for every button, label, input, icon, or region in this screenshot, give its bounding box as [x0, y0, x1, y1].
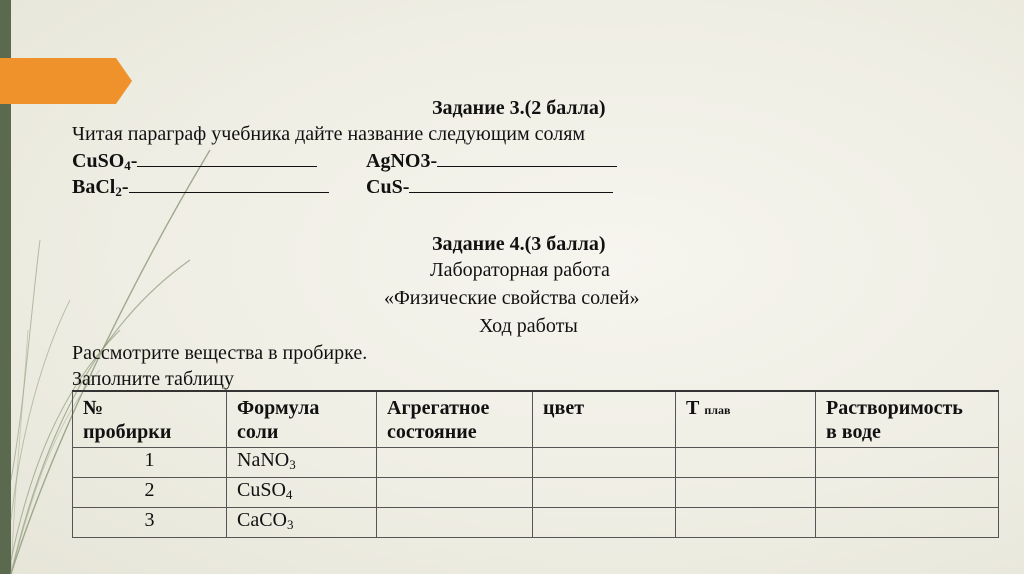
formula-bacl2: BaCl: [72, 176, 116, 198]
task3-item-cus: [366, 174, 613, 199]
task4-instruction-examine: Рассмотрите вещества в пробирке.: [72, 342, 368, 364]
table-row: [73, 508, 999, 538]
task4-subtitle-procedure: Ход работы: [479, 315, 578, 337]
salts-table-container: [72, 390, 998, 538]
answer-line-cus: [409, 174, 613, 193]
table-row: [73, 448, 999, 478]
formula-agno3: AgNO3-: [366, 150, 438, 172]
task4-subtitle-topic: «Физические свойства солей»: [384, 287, 640, 309]
cell-formula: CaCO$_3$: [227, 508, 377, 538]
answer-line-agno3: [437, 148, 617, 167]
cell-melting-point[interactable]: [676, 508, 816, 538]
cell-melting-point[interactable]: [676, 478, 816, 508]
header-formula: Формула соли: [227, 391, 377, 448]
answer-line-cuso4: [137, 148, 317, 167]
header-melting-point: Т плав: [676, 391, 816, 448]
header-color: цвет: [533, 391, 676, 448]
cell-melting-point[interactable]: [676, 448, 816, 478]
formula-bacl2-dash: -: [121, 176, 129, 198]
cell-tube-number: 3: [73, 508, 227, 538]
formula-bacl2-sub: 2: [115, 184, 122, 199]
table-header-row: [73, 391, 999, 448]
table-row: [73, 478, 999, 508]
header-state: Агрегатное состояние: [377, 391, 533, 448]
header-tube-number: № пробирки: [73, 391, 227, 448]
header-solubility: Растворимость в воде: [816, 391, 999, 448]
cell-state[interactable]: [377, 478, 533, 508]
task3-instruction: Читая параграф учебника дайте название следующим солям: [72, 123, 586, 145]
cell-state[interactable]: [377, 448, 533, 478]
task3-item-bacl2: [72, 174, 329, 204]
task4-subtitle-lab: Лабораторная работа: [430, 259, 610, 281]
formula-cus: CuS-: [366, 176, 410, 198]
answer-line-bacl2: [129, 174, 329, 193]
formula-cuso4-dash: -: [130, 150, 138, 172]
cell-solubility[interactable]: [816, 448, 999, 478]
formula-cuso4: CuSO: [72, 150, 125, 172]
cell-formula: CuSO$_4$: [227, 478, 377, 508]
orange-arrow-tab: [0, 58, 132, 104]
task4-instruction-fill: Заполните таблицу: [72, 368, 235, 390]
task3-item-agno3: [366, 148, 617, 173]
cell-color[interactable]: [533, 478, 676, 508]
salts-properties-table: [72, 390, 999, 538]
cell-color[interactable]: [533, 508, 676, 538]
task3-title: Задание 3.(2 балла): [432, 97, 606, 119]
cell-tube-number: 2: [73, 478, 227, 508]
formula-cuso4-sub: 4: [124, 158, 131, 173]
cell-formula: NaNO$_3$: [227, 448, 377, 478]
cell-state[interactable]: [377, 508, 533, 538]
cell-solubility[interactable]: [816, 508, 999, 538]
cell-tube-number: 1: [73, 448, 227, 478]
orange-tab-shape: [0, 58, 132, 104]
cell-solubility[interactable]: [816, 478, 999, 508]
task4-title: Задание 4.(3 балла): [432, 233, 606, 255]
cell-color[interactable]: [533, 448, 676, 478]
